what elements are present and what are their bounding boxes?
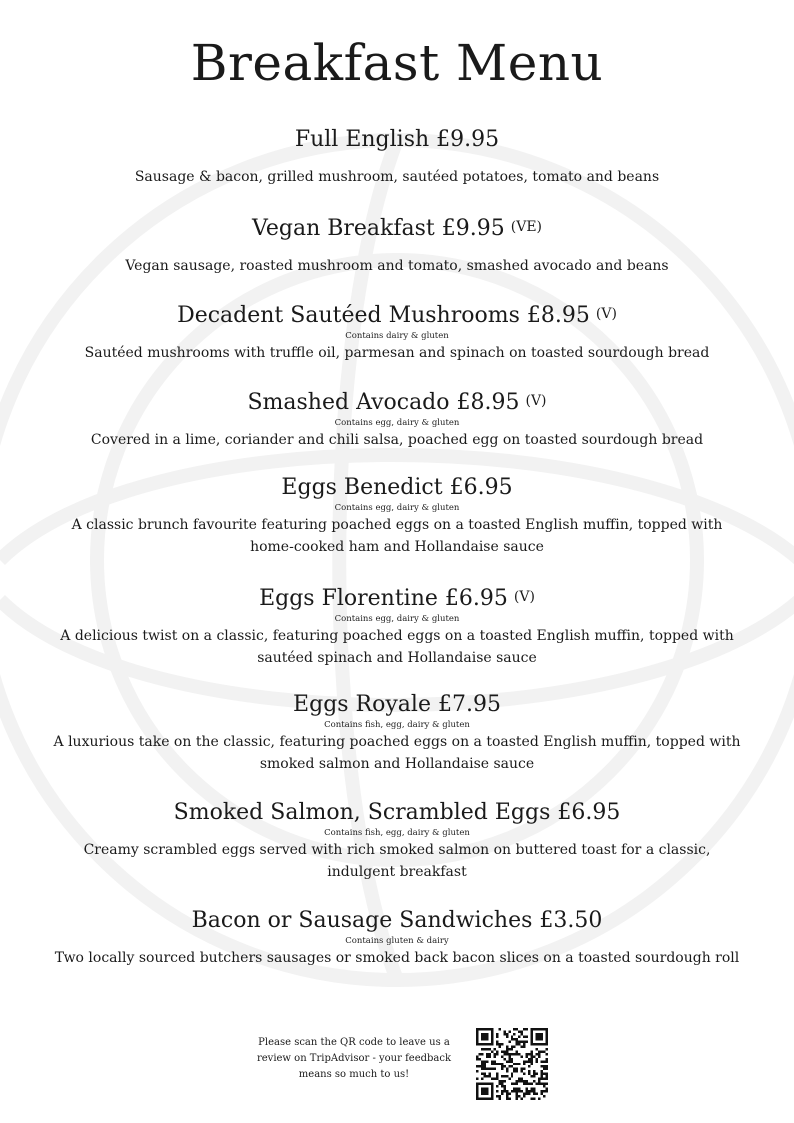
qr-caption: Please scan the QR code to leave us a review on TripAdvisor - your feedback means so much to us! <box>256 1037 452 1080</box>
menu-item <box>50 474 744 558</box>
allergen-info: Contains egg, dairy & gluten <box>334 418 460 428</box>
item-name: Smoked Salmon, Scrambled Eggs £6.95 <box>173 800 621 825</box>
item-description: Creamy scrambled eggs served with rich smoked salmon on buttered toast for a classic, indulgent breakfast <box>83 842 711 880</box>
item-description: A delicious twist on a classic, featuring poached eggs on a toasted English muffin, topped with sautéed spinach and Hollandaise sauce <box>60 628 734 666</box>
item-name: Decadent Sautéed Mushrooms £8.95 (V) <box>177 303 617 328</box>
menu-item <box>50 387 744 451</box>
item-description: Covered in a lime, coriander and chili salsa, poached egg on toasted sourdough bread <box>90 432 704 448</box>
item-name: Eggs Florentine £6.95 (V) <box>259 586 535 611</box>
menu-item <box>50 583 744 669</box>
item-description: Sautéed mushrooms with truffle oil, parmesan and spinach on toasted sourdough bread <box>84 345 710 361</box>
item-name: Bacon or Sausage Sandwiches £3.50 <box>191 908 603 933</box>
allergen-info: Contains egg, dairy & gluten <box>334 503 460 513</box>
allergen-info: Contains fish, egg, dairy & gluten <box>324 828 470 838</box>
item-name: Eggs Benedict £6.95 <box>281 475 513 500</box>
item-description: Two locally sourced butchers sausages or smoked back bacon slices on a toasted sourdough roll <box>54 950 740 966</box>
allergen-info: Contains fish, egg, dairy & gluten <box>324 720 470 730</box>
dietary-tag: (VE) <box>510 219 543 235</box>
item-name: Smashed Avocado £8.95 (V) <box>247 390 547 415</box>
item-name: Full English £9.95 <box>294 127 500 152</box>
dietary-tag: (V) <box>595 306 617 322</box>
menu-item <box>50 691 744 775</box>
menu-item <box>50 907 744 969</box>
item-description: Sausage & bacon, grilled mushroom, sautéed potatoes, tomato and beans <box>134 169 660 185</box>
page-title: Breakfast Menu <box>190 34 604 92</box>
menu-item <box>50 213 744 277</box>
item-name: Vegan Breakfast £9.95 (VE) <box>251 216 543 241</box>
menu-item <box>50 300 744 364</box>
menu-item <box>50 799 744 883</box>
item-description: A luxurious take on the classic, featuring poached eggs on a toasted English muffin, topped with smoked salmon and Hollandaise sauce <box>53 734 741 772</box>
qr-code[interactable] <box>476 1028 548 1100</box>
item-description: Vegan sausage, roasted mushroom and tomato, smashed avocado and beans <box>125 258 669 274</box>
item-name: Eggs Royale £7.95 <box>293 692 501 717</box>
allergen-info: Contains egg, dairy & gluten <box>334 614 460 624</box>
dietary-tag: (V) <box>513 589 535 605</box>
allergen-info: Contains dairy & gluten <box>345 331 449 341</box>
dietary-tag: (V) <box>525 393 547 409</box>
allergen-info: Contains gluten & dairy <box>345 936 449 946</box>
menu-item <box>50 126 744 188</box>
item-description: A classic brunch favourite featuring poached eggs on a toasted English muffin, topped with home-cooked ham and Hollandaise sauce <box>71 517 723 555</box>
